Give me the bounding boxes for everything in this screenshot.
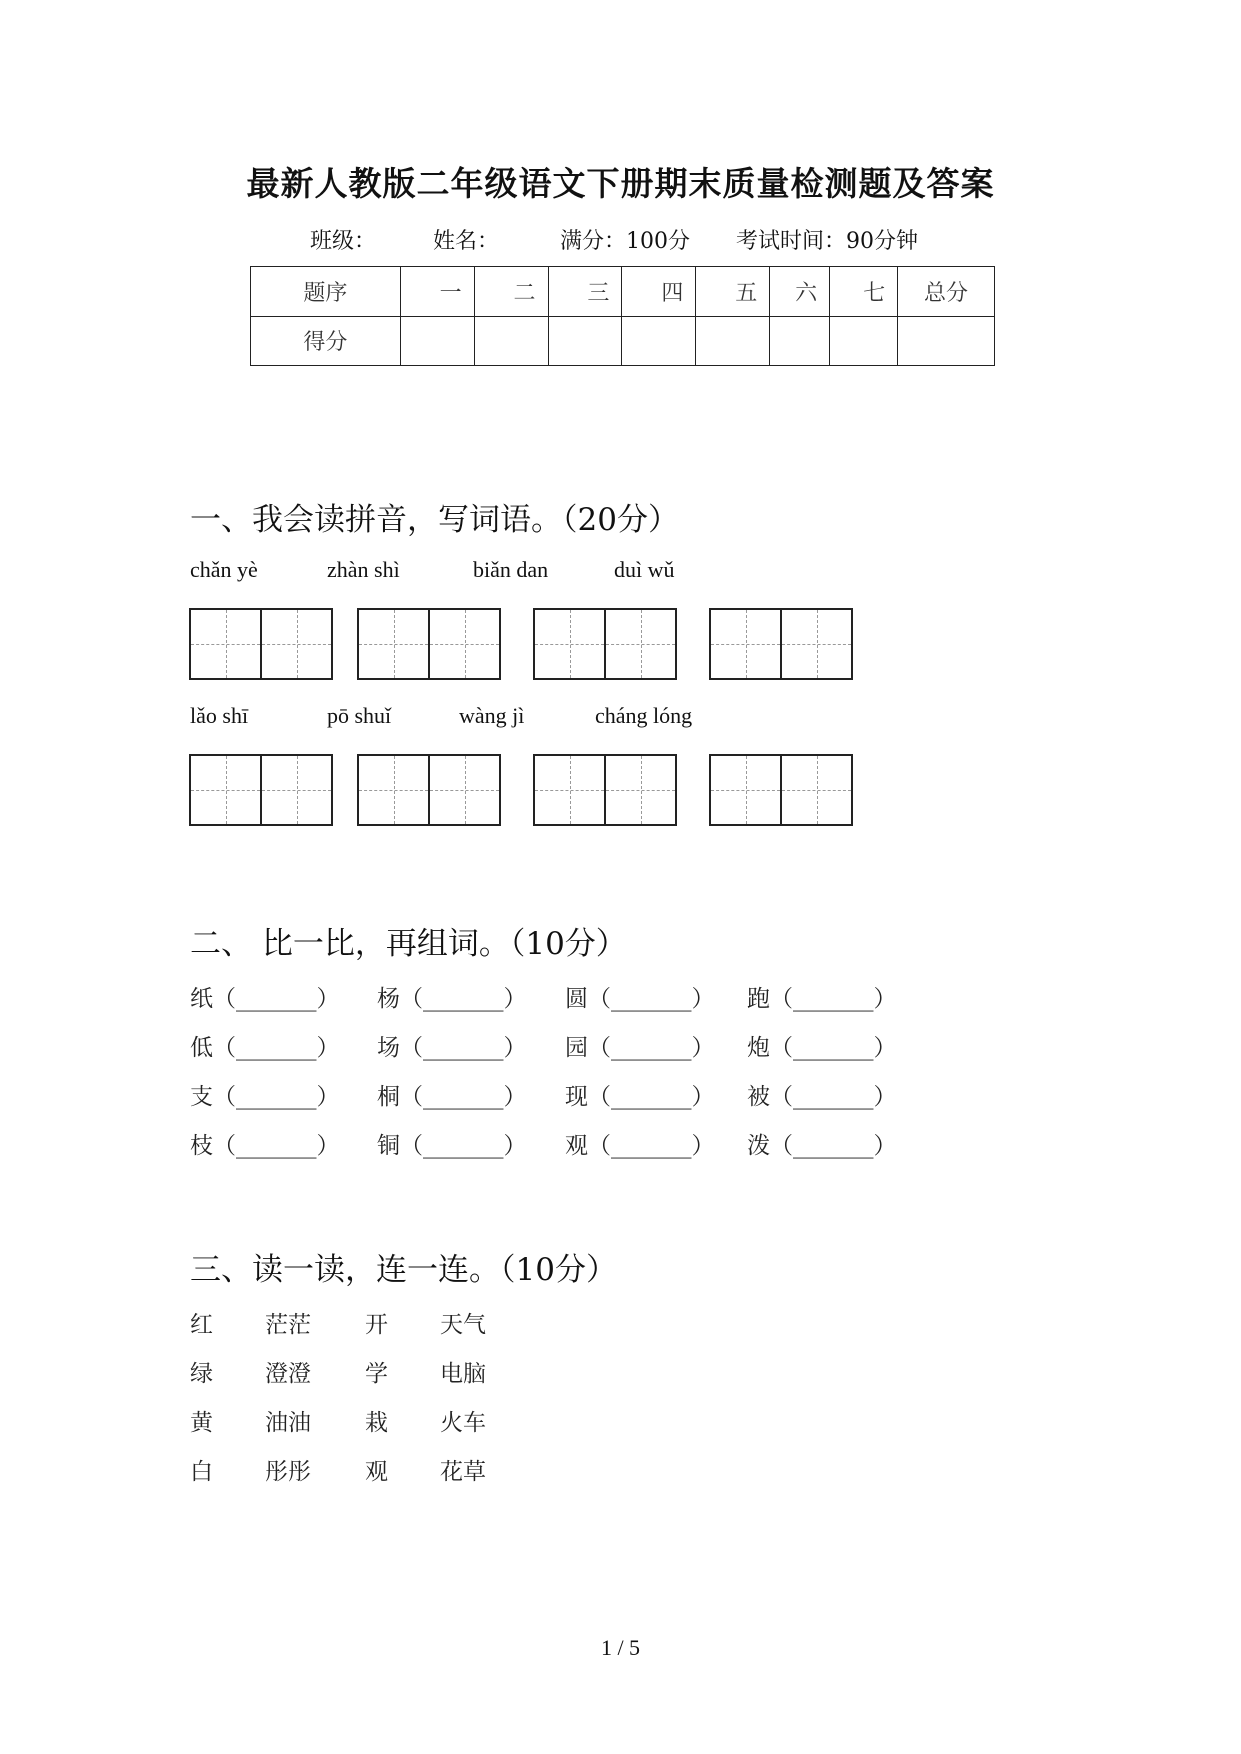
writing-grid[interactable]: [533, 754, 677, 826]
score-input-cell[interactable]: [696, 316, 770, 366]
match-word[interactable]: 澄澄: [265, 1361, 311, 1387]
compare-word-item[interactable]: 低（_______）: [190, 1035, 340, 1061]
score-table-score-row: [251, 316, 995, 366]
writing-grid[interactable]: [189, 608, 333, 680]
score-header-cell: 六: [770, 267, 830, 317]
score-header-cell: 总分: [898, 267, 995, 317]
compare-word-item[interactable]: 支（_______）: [190, 1084, 340, 1110]
writing-grid[interactable]: [357, 754, 501, 826]
pinyin-label: chǎn yè: [190, 557, 258, 582]
score-header-cell: 四: [622, 267, 696, 317]
score-header-cell: 一: [400, 267, 474, 317]
match-word[interactable]: 黄: [190, 1410, 213, 1436]
writing-grid[interactable]: [709, 754, 853, 826]
compare-word-item[interactable]: 现（_______）: [565, 1084, 715, 1110]
exam-time: 考试时间：90分钟: [736, 229, 918, 254]
compare-word-item[interactable]: 圆（_______）: [565, 986, 715, 1012]
score-input-cell[interactable]: [622, 316, 696, 366]
match-word[interactable]: 花草: [440, 1459, 486, 1485]
match-word[interactable]: 学: [365, 1361, 388, 1387]
section2-title: 二、 比一比，再组词。（10分）: [190, 926, 627, 962]
compare-word-item[interactable]: 观（_______）: [565, 1133, 715, 1159]
match-word[interactable]: 观: [365, 1459, 388, 1485]
compare-word-item[interactable]: 场（_______）: [377, 1035, 527, 1061]
page-title: 最新人教版二年级语文下册期末质量检测题及答案: [246, 164, 995, 203]
writing-grid[interactable]: [357, 608, 501, 680]
pinyin-label: lǎo shī: [190, 703, 249, 728]
pinyin-label: pō shuǐ: [327, 703, 392, 728]
writing-grid[interactable]: [709, 608, 853, 680]
score-table: [250, 266, 995, 366]
compare-word-item[interactable]: 纸（_______）: [190, 986, 340, 1012]
compare-word-item[interactable]: 泼（_______）: [747, 1133, 897, 1159]
pinyin-label: duì wǔ: [614, 557, 675, 582]
name-label: 姓名：: [433, 229, 500, 254]
match-word[interactable]: 彤彤: [265, 1459, 311, 1485]
score-input-cell[interactable]: [548, 316, 622, 366]
class-label: 班级：: [310, 229, 377, 254]
score-input-cell[interactable]: [898, 316, 995, 366]
page-number: 1 / 5: [600, 1635, 641, 1660]
match-word[interactable]: 红: [190, 1312, 213, 1338]
score-row-label: 得分: [251, 316, 401, 366]
match-word[interactable]: 火车: [440, 1410, 486, 1436]
score-input-cell[interactable]: [830, 316, 898, 366]
match-word[interactable]: 栽: [365, 1410, 388, 1436]
writing-grid[interactable]: [189, 754, 333, 826]
compare-word-item[interactable]: 炮（_______）: [747, 1035, 897, 1061]
score-header-cell: 二: [474, 267, 548, 317]
compare-word-item[interactable]: 杨（_______）: [377, 986, 527, 1012]
full-score: 满分：100分: [560, 229, 690, 254]
score-table-header-row: [251, 267, 995, 317]
compare-word-item[interactable]: 铜（_______）: [377, 1133, 527, 1159]
pinyin-label: zhàn shì: [327, 557, 400, 582]
score-header-cell: 五: [696, 267, 770, 317]
pinyin-label: cháng lóng: [595, 703, 693, 728]
compare-word-item[interactable]: 跑（_______）: [747, 986, 897, 1012]
compare-word-item[interactable]: 桐（_______）: [377, 1084, 527, 1110]
match-word[interactable]: 茫茫: [265, 1312, 311, 1338]
score-input-cell[interactable]: [770, 316, 830, 366]
score-header-cell: 七: [830, 267, 898, 317]
match-word[interactable]: 绿: [190, 1361, 213, 1387]
pinyin-label: wàng jì: [459, 703, 525, 728]
match-word[interactable]: 白: [190, 1459, 213, 1485]
score-input-cell[interactable]: [400, 316, 474, 366]
writing-grid[interactable]: [533, 608, 677, 680]
section3-title: 三、读一读，连一连。（10分）: [190, 1252, 617, 1288]
match-word[interactable]: 电脑: [440, 1361, 486, 1387]
score-header-cell: 题序: [251, 267, 401, 317]
match-word[interactable]: 天气: [440, 1312, 486, 1338]
match-word[interactable]: 开: [365, 1312, 388, 1338]
match-word[interactable]: 油油: [265, 1410, 311, 1436]
score-header-cell: 三: [548, 267, 622, 317]
section1-title: 一、我会读拼音，写词语。（20分）: [190, 502, 679, 538]
compare-word-item[interactable]: 枝（_______）: [190, 1133, 340, 1159]
score-input-cell[interactable]: [474, 316, 548, 366]
compare-word-item[interactable]: 园（_______）: [565, 1035, 715, 1061]
compare-word-item[interactable]: 被（_______）: [747, 1084, 897, 1110]
pinyin-label: biǎn dan: [473, 557, 549, 582]
